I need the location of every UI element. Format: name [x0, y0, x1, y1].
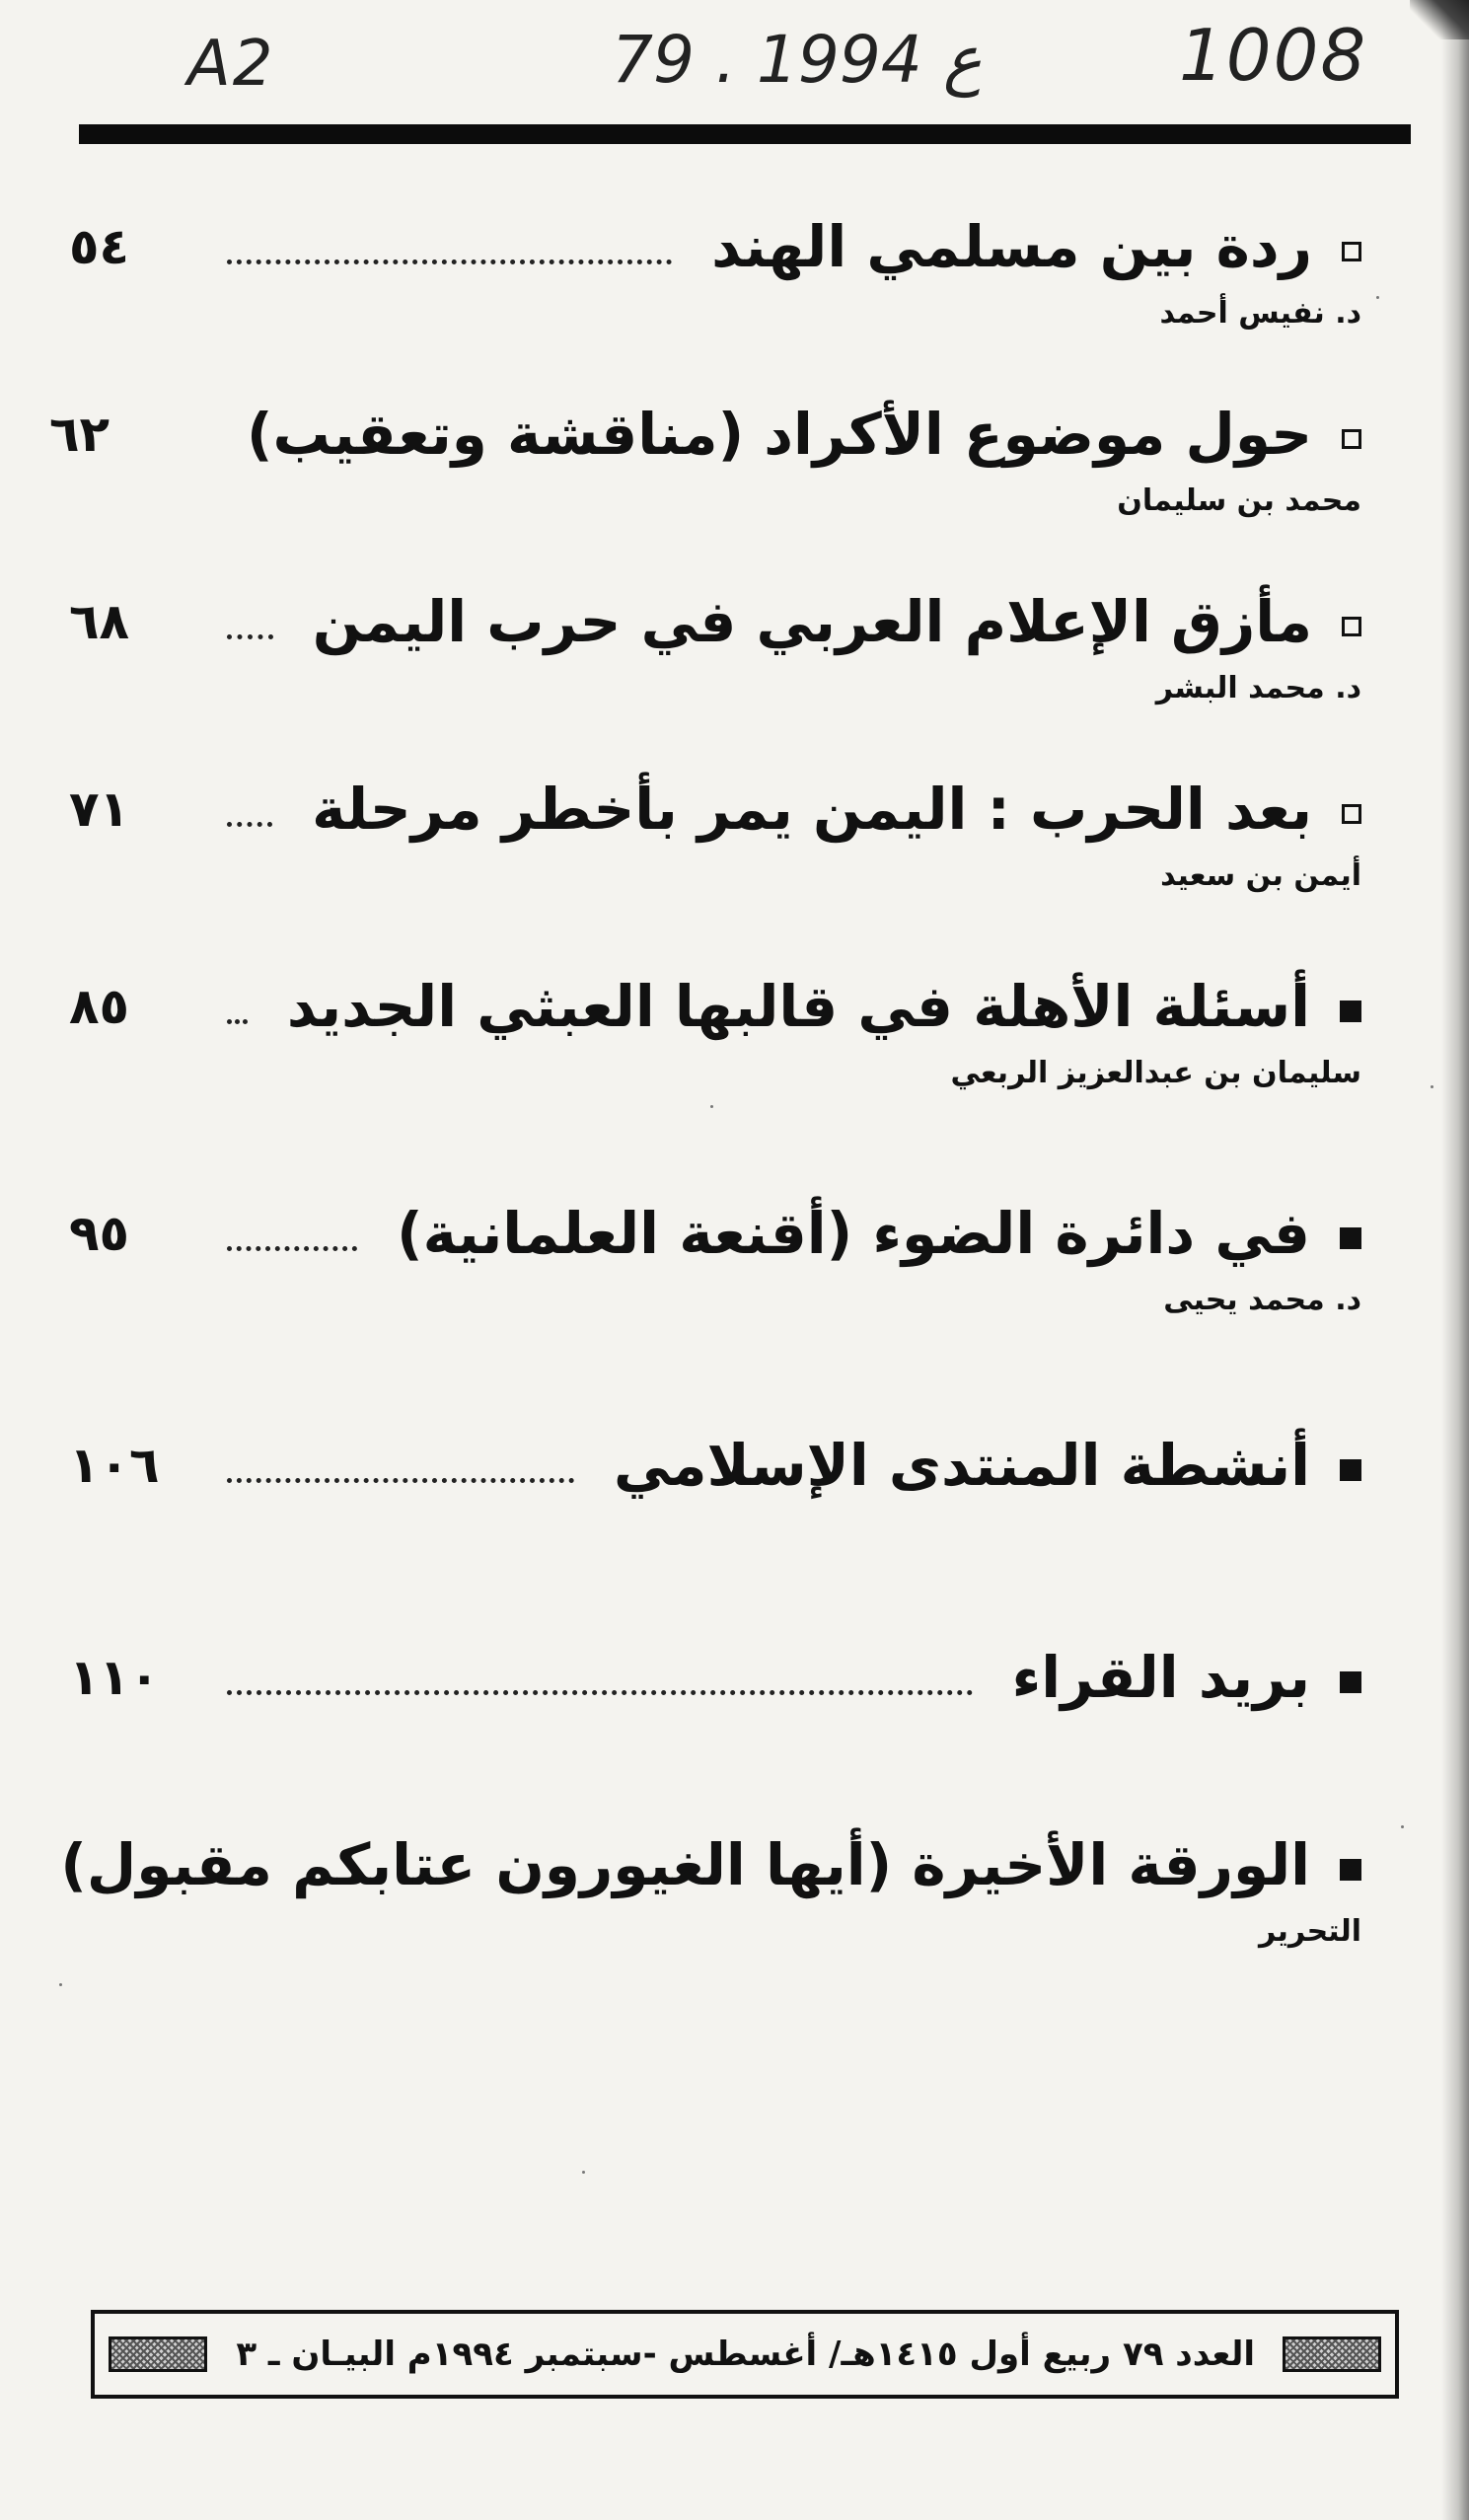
toc-entry[interactable]	[69, 1628, 1361, 1737]
scan-speck	[1431, 1085, 1433, 1088]
toc-entry[interactable]	[69, 572, 1361, 705]
toc-entry-author: سليمان بن عبدالعزيز الربعي	[950, 1056, 1361, 1090]
toc-entry-page: ٩٥	[69, 1205, 130, 1262]
toc-entry-page: ٦٨	[69, 593, 130, 650]
leader-dots	[227, 1019, 248, 1024]
hollow-square-bullet-icon	[1342, 242, 1361, 261]
toc-entry-author: محمد بن سليمان	[1117, 483, 1361, 518]
scan-speck	[1376, 296, 1379, 299]
hatched-block-icon	[109, 2336, 207, 2372]
toc-entry-author: د. محمد يحيى	[1163, 1283, 1361, 1317]
toc-entry-title: في دائرة الضوء (أقنعة العلمانية)	[397, 1200, 1310, 1267]
scan-speck	[710, 1105, 713, 1108]
handwritten-code: A2	[187, 28, 275, 101]
toc-entry[interactable]	[69, 760, 1361, 893]
leader-dots	[227, 634, 273, 639]
filled-square-bullet-icon	[1340, 1459, 1361, 1481]
toc-entry-page: ٧١	[69, 780, 130, 838]
toc-entry-page: ١٠٦	[69, 1437, 160, 1494]
toc-entry-author: د. محمد البشر	[1155, 671, 1361, 705]
filled-square-bullet-icon	[1340, 1859, 1361, 1881]
toc-entry-title: أنشطة المنتدى الإسلامي	[613, 1432, 1310, 1499]
scan-speck	[59, 1983, 62, 1986]
scan-edge-shadow	[1441, 0, 1469, 2520]
handwritten-number: 1008	[1179, 14, 1368, 97]
toc-entry-title: الورقة الأخيرة (أيها الغيورون عتابكم مقبول)	[60, 1831, 1310, 1898]
toc-entry-author: أيمن بن سعيد	[1160, 858, 1361, 893]
toc-entry-title: حول موضوع الأكراد (مناقشة وتعقيب)	[246, 401, 1312, 468]
toc-entry[interactable]	[69, 1184, 1361, 1317]
toc-entry-title: بعد الحرب : اليمن يمر بأخطر مرحلة	[312, 776, 1312, 843]
toc-entry[interactable]	[48, 385, 1361, 518]
hollow-square-bullet-icon	[1342, 617, 1361, 636]
toc-entry-title: مأزق الإعلام العربي في حرب اليمن	[312, 588, 1312, 655]
leader-dots	[227, 1690, 973, 1695]
toc-entry-title: ردة بين مسلمي الهند	[711, 213, 1312, 280]
toc-entry-page: ١١٠	[69, 1649, 160, 1706]
scan-speck	[582, 2171, 585, 2174]
toc-entry-page: ٨٥	[69, 978, 130, 1035]
toc-entry-title: بريد القراء	[1011, 1644, 1310, 1711]
toc-entry-page: ٥٤	[69, 218, 130, 275]
leader-dots	[227, 259, 672, 264]
leader-dots	[227, 822, 272, 827]
filled-square-bullet-icon	[1340, 1001, 1361, 1022]
toc-entry-author: د. نفيس أحمد	[1159, 296, 1361, 331]
scan-corner-shadow	[1410, 0, 1469, 39]
hollow-square-bullet-icon	[1342, 429, 1361, 449]
toc-entry-author: التحرير	[1258, 1914, 1361, 1949]
issue-footer-text: العدد ٧٩ ربيع أول ١٤١٥هـ/ أغسطس -سبتمبر ١٩٩٤م البيـان ـ ٣	[236, 2335, 1255, 2374]
hollow-square-bullet-icon	[1342, 804, 1361, 824]
handwritten-date: 79 . ع 1994	[612, 22, 983, 98]
toc-entry[interactable]	[60, 1816, 1361, 1949]
leader-dots	[227, 1246, 357, 1251]
toc-entry[interactable]	[69, 957, 1361, 1090]
toc-entry[interactable]	[69, 197, 1361, 331]
scan-speck	[1401, 1825, 1404, 1828]
hatched-block-icon	[1283, 2336, 1381, 2372]
issue-footer	[91, 2310, 1399, 2399]
header-rule	[79, 124, 1411, 144]
filled-square-bullet-icon	[1340, 1671, 1361, 1693]
filled-square-bullet-icon	[1340, 1227, 1361, 1249]
leader-dots	[227, 1478, 574, 1483]
toc-entry-page: ٦٢	[48, 406, 110, 463]
toc-entry-title: أسئلة الأهلة في قالبها العبثي الجديد	[286, 973, 1310, 1040]
toc-entry[interactable]	[69, 1416, 1361, 1524]
